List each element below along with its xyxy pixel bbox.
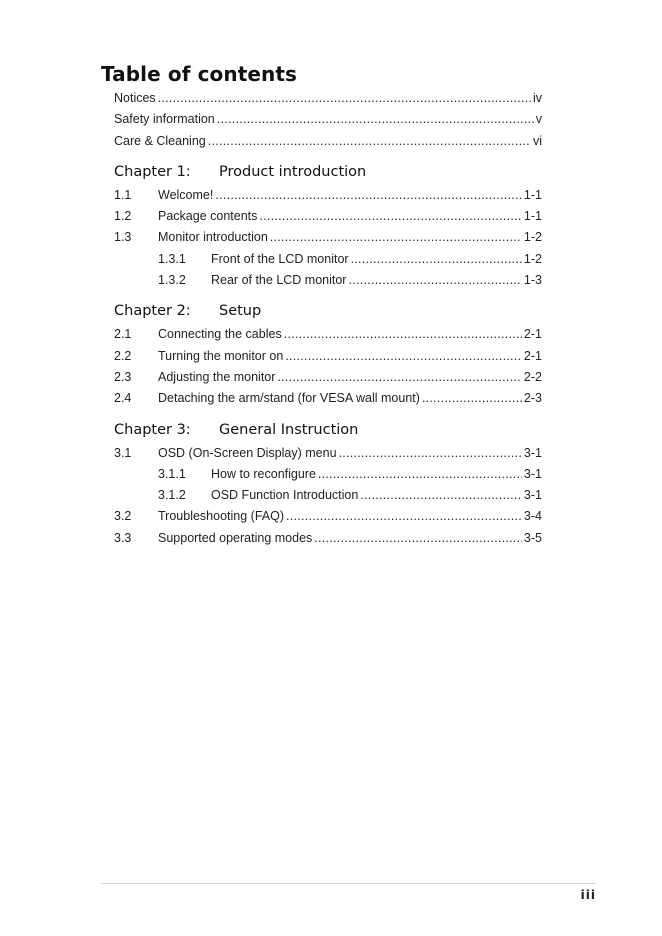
- footer-divider: [101, 883, 596, 884]
- toc-entry-2-3[interactable]: [114, 367, 542, 388]
- section-number: 1.3.2: [158, 273, 186, 288]
- chapter-label: Chapter 3:: [114, 421, 191, 438]
- toc-entry-page: iv: [532, 91, 542, 105]
- leader-dots: [286, 506, 522, 527]
- chapter-label: Chapter 2:: [114, 303, 191, 320]
- table-of-contents: [114, 88, 542, 549]
- leader-dots: [208, 131, 531, 152]
- toc-entry-title: Care & Cleaning: [114, 133, 206, 148]
- leader-dots: [284, 324, 522, 345]
- section-number: 2.1: [114, 327, 132, 342]
- leader-dots: [348, 270, 521, 291]
- toc-entry-title: Rear of the LCD monitor: [211, 273, 347, 288]
- leader-dots: [215, 185, 522, 206]
- toc-entry-2-2[interactable]: [114, 346, 542, 367]
- toc-entry-page: 2-2: [523, 369, 542, 384]
- leader-dots: [314, 528, 522, 549]
- toc-entry-page: 1-1: [523, 187, 542, 202]
- leader-dots: [158, 88, 531, 109]
- section-number: 3.1: [114, 445, 132, 460]
- section-number: 2.3: [114, 369, 132, 384]
- chapter-label: Chapter 1:: [114, 163, 191, 180]
- toc-entry-3-1-2[interactable]: [114, 485, 542, 506]
- section-number: 2.2: [114, 348, 132, 363]
- leader-dots: [422, 388, 522, 409]
- section-number: 3.1.1: [158, 466, 186, 481]
- toc-entry-page: 3-5: [523, 530, 542, 545]
- toc-entry-title: Supported operating modes: [158, 530, 313, 545]
- section-number: 2.4: [114, 391, 132, 406]
- toc-entry-3-2[interactable]: [114, 506, 542, 527]
- section-number: 3.2: [114, 509, 132, 524]
- toc-entry-1-2[interactable]: [114, 206, 542, 227]
- leader-dots: [360, 485, 522, 506]
- toc-entry-page: 3-1: [523, 488, 542, 503]
- toc-entry-care-cleaning[interactable]: [114, 131, 542, 152]
- toc-entry-notices[interactable]: [114, 88, 542, 109]
- page-title: Table of contents: [101, 62, 298, 86]
- leader-dots: [270, 227, 522, 248]
- toc-entry-title: Welcome!: [158, 187, 214, 202]
- leader-dots: [351, 249, 522, 270]
- toc-entry-title: OSD (On-Screen Display) menu: [158, 445, 337, 460]
- toc-entry-3-1-1[interactable]: [114, 464, 542, 485]
- toc-entry-1-3-1[interactable]: [114, 249, 542, 270]
- chapter-title: Setup: [219, 303, 262, 320]
- section-number: 1.3: [114, 230, 132, 245]
- leader-dots: [339, 443, 522, 464]
- section-number: 1.3.1: [158, 251, 186, 266]
- section-number: 3.3: [114, 530, 132, 545]
- toc-entry-1-3[interactable]: [114, 227, 542, 248]
- toc-entry-page: 1-2: [523, 251, 542, 266]
- chapter-title: Product introduction: [219, 163, 367, 180]
- toc-entry-page: 3-4: [523, 509, 542, 524]
- toc-entry-title: Notices: [114, 91, 156, 105]
- toc-entry-title: Detaching the arm/stand (for VESA wall mount): [158, 391, 420, 406]
- chapter-heading-1[interactable]: [114, 152, 542, 185]
- toc-entry-title: Front of the LCD monitor: [211, 251, 349, 266]
- leader-dots: [259, 206, 522, 227]
- chapter-heading-2[interactable]: [114, 291, 542, 324]
- toc-entry-title: OSD Function Introduction: [211, 488, 359, 503]
- toc-entry-page: 1-2: [523, 230, 542, 245]
- section-number: 1.1: [114, 187, 132, 202]
- section-number: 1.2: [114, 209, 132, 224]
- footer-page-number: iii: [580, 888, 596, 902]
- toc-entry-3-1[interactable]: [114, 443, 542, 464]
- toc-entry-2-4[interactable]: [114, 388, 542, 409]
- toc-entry-page: 2-1: [523, 327, 542, 342]
- toc-entry-page: vi: [532, 133, 542, 148]
- toc-entry-1-3-2[interactable]: [114, 270, 542, 291]
- toc-entry-page: 3-1: [523, 466, 542, 481]
- toc-entry-title: Troubleshooting (FAQ): [158, 509, 284, 524]
- toc-entry-3-3[interactable]: [114, 528, 542, 549]
- chapter-heading-3[interactable]: [114, 410, 542, 443]
- toc-entry-title: Package contents: [158, 209, 258, 224]
- leader-dots: [318, 464, 522, 485]
- toc-entry-page: v: [535, 112, 542, 127]
- toc-entry-title: Connecting the cables: [158, 327, 282, 342]
- toc-entry-page: 3-1: [523, 445, 542, 460]
- toc-entry-page: 2-1: [523, 348, 542, 363]
- chapter-title: General Instruction: [219, 421, 359, 438]
- toc-entry-title: How to reconfigure: [211, 466, 316, 481]
- toc-entry-2-1[interactable]: [114, 324, 542, 345]
- toc-entry-safety-information[interactable]: [114, 109, 542, 130]
- toc-entry-page: 2-3: [523, 391, 542, 406]
- toc-entry-title: Safety information: [114, 112, 215, 127]
- leader-dots: [217, 109, 534, 130]
- toc-entry-title: Turning the monitor on: [158, 348, 284, 363]
- leader-dots: [277, 367, 521, 388]
- toc-entry-title: Monitor introduction: [158, 230, 268, 245]
- toc-entry-page: 1-1: [523, 209, 542, 224]
- leader-dots: [285, 346, 522, 367]
- toc-entry-page: 1-3: [523, 273, 542, 288]
- section-number: 3.1.2: [158, 488, 186, 503]
- toc-entry-title: Adjusting the monitor: [158, 369, 276, 384]
- toc-entry-1-1[interactable]: [114, 185, 542, 206]
